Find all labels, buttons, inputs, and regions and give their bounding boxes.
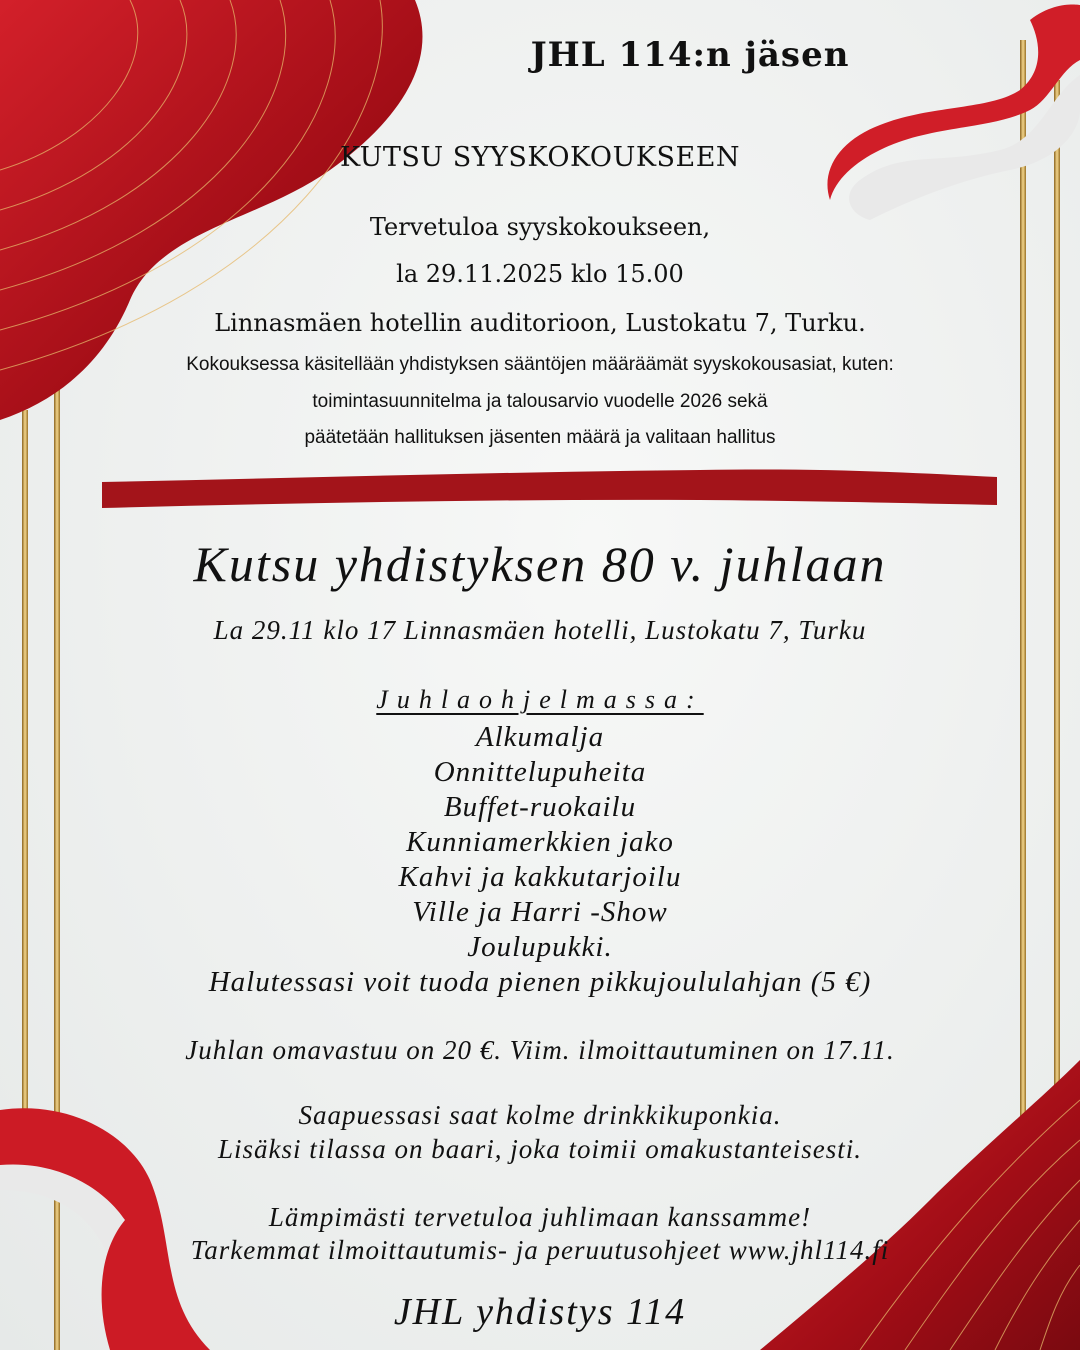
program-item: Halutessasi voit tuoda pienen pikkujoululahjan (5 €) — [208, 966, 872, 998]
celebration-closing-line: Lämpimästi tervetuloa juhlimaan kanssamme! — [268, 1202, 812, 1232]
program-item: Onnittelupuheita — [433, 756, 647, 788]
celebration-drinks-line: Saapuessasi saat kolme drinkkikuponkia. — [298, 1100, 782, 1130]
celebration-closing-line: Tarkemmat ilmoittautumis- ja peruutusohjeet www.jhl114.fi — [190, 1235, 890, 1265]
program-item: Buffet-ruokailu — [443, 791, 637, 823]
program-item: Alkumalja — [475, 721, 605, 753]
program-heading: Juhlaohjelmassa: — [376, 685, 704, 714]
signature: JHL yhdistys 114 — [393, 1291, 687, 1333]
meeting-agenda-line: Kokouksessa käsitellään yhdistyksen sääntöjen määräämät syyskokousasiat, kuten: — [186, 354, 894, 375]
meeting-agenda-line: päätetään hallituksen jäsenten määrä ja valitaan hallitus — [304, 427, 776, 448]
celebration-drinks-line: Lisäksi tilassa on baari, joka toimii omakustanteisesti. — [217, 1134, 862, 1164]
program-item: Joulupukki. — [467, 931, 613, 963]
red-divider-stroke — [102, 469, 997, 508]
program-item: Kahvi ja kakkutarjoilu — [398, 861, 682, 893]
member-label: JHL 114:n jäsen — [530, 35, 850, 75]
meeting-agenda-line: toimintasuunnitelma ja talousarvio vuodelle 2026 sekä — [312, 391, 768, 412]
meeting-date-time: la 29.11.2025 klo 15.00 — [396, 260, 684, 288]
celebration-title: Kutsu yhdistyksen 80 v. juhlaan — [193, 536, 887, 592]
meeting-welcome: Tervetuloa syyskokoukseen, — [369, 213, 711, 241]
celebration-fee: Juhlan omavastuu on 20 €. Viim. ilmoittautuminen on 17.11. — [185, 1035, 895, 1065]
program-item: Kunniamerkkien jako — [406, 826, 674, 858]
meeting-location: Linnasmäen hotellin auditorioon, Lustokatu 7, Turku. — [214, 309, 866, 337]
meeting-title: KUTSU SYYSKOKOUKSEEN — [339, 142, 741, 173]
celebration-when-where: La 29.11 klo 17 Linnasmäen hotelli, Lustokatu 7, Turku — [213, 615, 867, 645]
program-item: Ville ja Harri -Show — [412, 896, 668, 928]
